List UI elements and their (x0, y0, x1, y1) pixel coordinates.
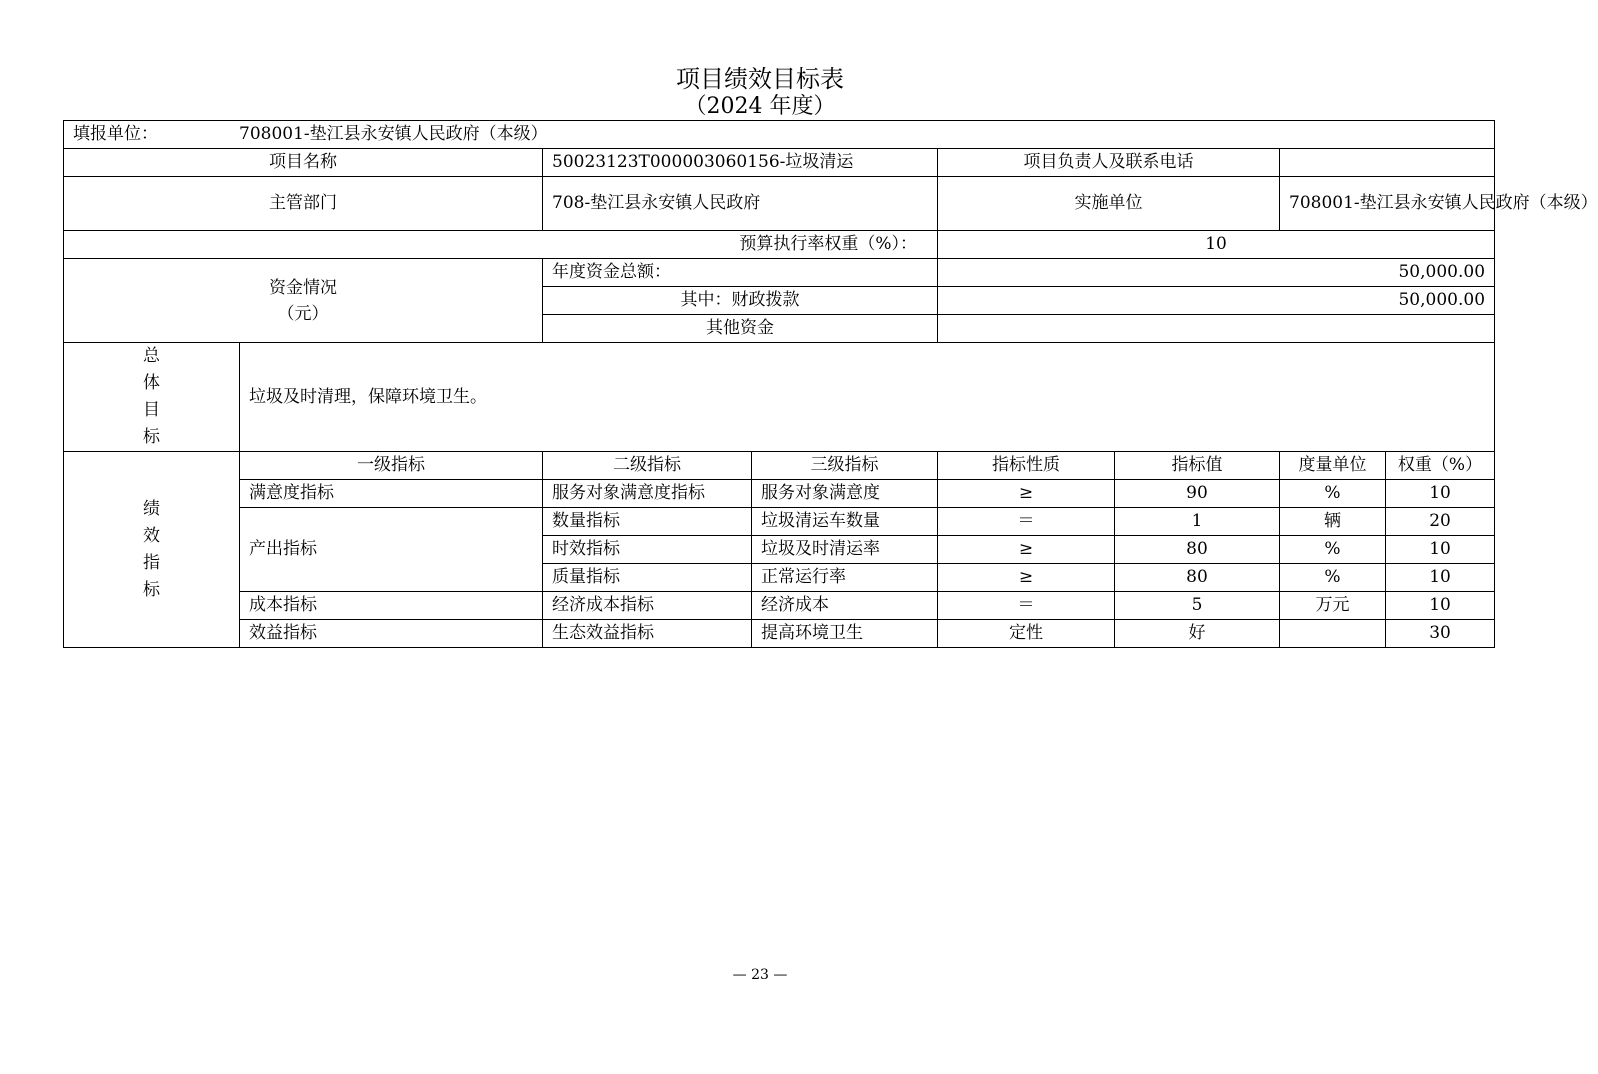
level3-cell: 正常运行率 (752, 564, 938, 592)
performance-header-row (64, 452, 1495, 480)
funds-other-label: 其他资金 (543, 315, 938, 343)
table-row (64, 508, 1495, 536)
column-header: 指标性质 (938, 452, 1115, 480)
implementing-unit-label: 实施单位 (938, 177, 1280, 231)
performance-label-char: 效 (143, 525, 160, 546)
column-header: 度量单位 (1280, 452, 1386, 480)
unit-cell: % (1280, 536, 1386, 564)
unit-cell (1280, 620, 1386, 648)
fill-unit-label: 填报单位： (73, 124, 158, 144)
project-leader-label: 项目负责人及联系电话 (938, 149, 1280, 177)
nature-cell: ≥ (938, 564, 1115, 592)
overall-goal-label (64, 343, 240, 452)
value-cell: 好 (1115, 620, 1280, 648)
funds-annual-label: 年度资金总额： (543, 259, 938, 287)
level2-cell: 生态效益指标 (543, 620, 752, 648)
table-row (64, 620, 1495, 648)
value-cell: 5 (1115, 592, 1280, 620)
performance-label-char: 指 (143, 552, 160, 573)
funds-fiscal-value: 50,000.00 (938, 287, 1495, 315)
implementing-unit-value: 708001-垫江县永安镇人民政府（本级） (1280, 177, 1495, 231)
performance-label-char: 绩 (143, 498, 160, 519)
level2-cell: 经济成本指标 (543, 592, 752, 620)
column-header: 指标值 (1115, 452, 1280, 480)
unit-cell: 辆 (1280, 508, 1386, 536)
level3-cell: 经济成本 (752, 592, 938, 620)
unit-cell: % (1280, 480, 1386, 508)
project-name-value: 50023123T000003060156-垃圾清运 (543, 149, 938, 177)
nature-cell: ≥ (938, 480, 1115, 508)
nature-cell: ≥ (938, 536, 1115, 564)
overall-goal-char: 体 (143, 373, 160, 393)
budget-rate-row (64, 231, 1495, 259)
page-number: — 23 — (732, 967, 788, 983)
overall-goal-char: 标 (143, 427, 160, 447)
level2-cell: 数量指标 (543, 508, 752, 536)
table-row (64, 480, 1495, 508)
project-leader-value (1280, 149, 1495, 177)
funds-label (64, 259, 543, 343)
department-label: 主管部门 (64, 177, 543, 231)
nature-cell: 定性 (938, 620, 1115, 648)
overall-goal-text: 垃圾及时清理，保障环境卫生。 (240, 343, 1495, 452)
funds-annual-value: 50,000.00 (938, 259, 1495, 287)
overall-goal-char: 目 (143, 400, 160, 420)
performance-target-table (63, 120, 1598, 648)
value-cell: 1 (1115, 508, 1280, 536)
department-value: 708-垫江县永安镇人民政府 (543, 177, 938, 231)
level2-cell: 服务对象满意度指标 (543, 480, 752, 508)
department-row (64, 177, 1495, 231)
unit-cell: 万元 (1280, 592, 1386, 620)
level1-cell: 成本指标 (240, 592, 543, 620)
budget-rate-label: 预算执行率权重（%）： (64, 231, 938, 259)
performance-label-char: 标 (143, 579, 160, 600)
weight-cell: 10 (1386, 564, 1495, 592)
funds-fiscal-label: 其中：财政拨款 (543, 287, 938, 315)
funds-annual-row (64, 259, 1495, 287)
weight-cell: 10 (1386, 536, 1495, 564)
level1-cell: 产出指标 (240, 508, 543, 592)
level1-cell: 效益指标 (240, 620, 543, 648)
value-cell: 80 (1115, 536, 1280, 564)
performance-label (64, 452, 240, 648)
funds-label-line1: 资金情况 (269, 277, 337, 298)
fill-unit-cell (64, 121, 1495, 149)
page-title: 项目绩效目标表 (676, 65, 844, 93)
budget-rate-value: 10 (938, 231, 1495, 259)
funds-other-value (938, 315, 1495, 343)
page-subtitle: （2024 年度） (684, 94, 836, 119)
column-header: 三级指标 (752, 452, 938, 480)
level3-cell: 垃圾清运车数量 (752, 508, 938, 536)
overall-goal-char: 总 (143, 346, 160, 366)
weight-cell: 10 (1386, 480, 1495, 508)
column-header: 权重（%） (1386, 452, 1495, 480)
weight-cell: 10 (1386, 592, 1495, 620)
fill-unit-value: 708001-垫江县永安镇人民政府（本级） (239, 124, 548, 144)
level2-cell: 时效指标 (543, 536, 752, 564)
value-cell: 90 (1115, 480, 1280, 508)
value-cell: 80 (1115, 564, 1280, 592)
project-name-row (64, 149, 1495, 177)
level3-cell: 提高环境卫生 (752, 620, 938, 648)
weight-cell: 30 (1386, 620, 1495, 648)
funds-label-line2: （元） (277, 303, 329, 324)
level1-cell: 满意度指标 (240, 480, 543, 508)
column-header: 二级指标 (543, 452, 752, 480)
level3-cell: 服务对象满意度 (752, 480, 938, 508)
nature-cell: ＝ (938, 592, 1115, 620)
table-row (64, 592, 1495, 620)
weight-cell: 20 (1386, 508, 1495, 536)
unit-cell: % (1280, 564, 1386, 592)
level3-cell: 垃圾及时清运率 (752, 536, 938, 564)
nature-cell: ＝ (938, 508, 1115, 536)
fill-unit-row (64, 121, 1495, 149)
overall-goal-row (64, 343, 1495, 452)
column-header: 一级指标 (240, 452, 543, 480)
project-name-label: 项目名称 (64, 149, 543, 177)
level2-cell: 质量指标 (543, 564, 752, 592)
